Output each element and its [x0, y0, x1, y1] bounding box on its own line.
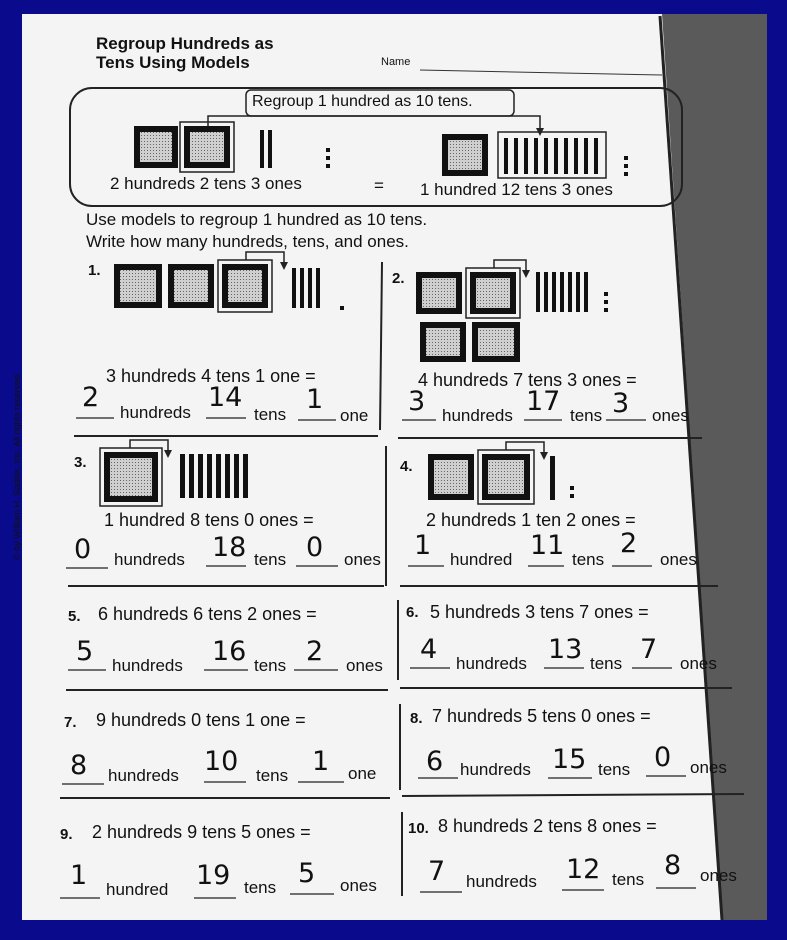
- example-right-text: 1 hundred 12 tens 3 ones: [420, 180, 613, 199]
- problem-6-answer-hundreds: 4: [420, 634, 438, 665]
- problem-5-label-tens: tens: [254, 656, 287, 675]
- ten-rod: [300, 268, 304, 308]
- ten-rod: [584, 272, 588, 312]
- problem-10-label-tens: tens: [612, 870, 645, 889]
- problem-10-number: 10.: [408, 820, 429, 837]
- p1-one-cube: [340, 306, 344, 310]
- ten-rod: [552, 272, 556, 312]
- table-surface: [662, 14, 767, 920]
- problem-10-answer-ones: 8: [664, 850, 682, 881]
- p3-hundred-flat: [100, 440, 172, 506]
- problem-6-number: 6.: [406, 604, 419, 621]
- ten-rod: [225, 454, 230, 498]
- problem-7-label-ones: one: [348, 764, 377, 783]
- problem-2-answer-hundreds: 3: [408, 386, 426, 417]
- problem-7-label-tens: tens: [256, 766, 289, 785]
- problem-10-answer-tens: 12: [566, 854, 601, 885]
- p2-ten-rods: [536, 272, 588, 312]
- problem-3-label-hundreds: hundreds: [114, 550, 185, 569]
- problem-6-answer-ones: 7: [640, 634, 658, 665]
- problem-8-number: 8.: [410, 710, 423, 727]
- name-label: Name: [381, 56, 411, 68]
- example-banner: Regroup 1 hundred as 10 tens.: [252, 93, 473, 110]
- problem-6-answer-tens: 13: [548, 634, 583, 665]
- problem-2-label-ones: ones: [652, 406, 689, 425]
- instructions-line1: Use models to regroup 1 hundred as 10 tens.: [86, 210, 428, 229]
- problem-5-number: 5.: [68, 608, 81, 625]
- page-title-line2: Tens Using Models: [96, 53, 250, 72]
- p4-ten-rod: [550, 456, 555, 500]
- problem-7-answer-hundreds: 8: [70, 750, 88, 781]
- example-hundred-flats: [134, 122, 234, 172]
- problem-4-answer-ones: 2: [620, 528, 638, 559]
- problem-6-label-tens: tens: [590, 654, 623, 673]
- ten-rod: [560, 272, 564, 312]
- name-line: [420, 70, 662, 75]
- problem-4-answer-tens: 11: [530, 530, 565, 561]
- problem-7-answer-ones: 1: [312, 746, 330, 777]
- problem-5-answer-hundreds: 5: [76, 636, 94, 667]
- problem-1-number: 1.: [88, 262, 101, 279]
- ten-rod: [534, 138, 538, 174]
- problem-9-answer-tens: 19: [196, 860, 231, 891]
- problem-10-answer-hundreds: 7: [428, 856, 446, 887]
- problem-1-label-ones: one: [340, 406, 369, 425]
- copyright-notice: © by William H. Sadlier, Inc. All rights reserved.: [12, 372, 22, 560]
- problem-1-prompt: 3 hundreds 4 tens 1 one =: [106, 366, 316, 386]
- problem-4-label-ones: ones: [660, 550, 697, 569]
- problem-4-answer-hundreds: 1: [414, 530, 432, 561]
- problem-1-label-tens: tens: [254, 405, 287, 424]
- ten-rod: [594, 138, 598, 174]
- problem-1-answer-tens: 14: [208, 382, 243, 413]
- problem-1-answer-hundreds: 2: [82, 382, 100, 413]
- problem-3-answer-ones: 0: [306, 532, 324, 563]
- ten-rod: [568, 272, 572, 312]
- instructions-line2: Write how many hundreds, tens, and ones.: [86, 232, 409, 251]
- problem-7-label-hundreds: hundreds: [108, 766, 179, 785]
- problem-9-label-hundreds: hundred: [106, 880, 169, 899]
- example-right-one-cubes: [624, 156, 628, 176]
- problem-7-answer-tens: 10: [204, 746, 239, 777]
- ten-rod: [234, 454, 239, 498]
- problem-5-answer-tens: 16: [212, 636, 247, 667]
- ten-rod: [584, 138, 588, 174]
- example-left-text: 2 hundreds 2 tens 3 ones: [110, 174, 302, 193]
- p1-ten-rods: [292, 268, 320, 308]
- example-right-hundred-flat: [442, 134, 488, 176]
- ten-rod: [308, 268, 312, 308]
- problem-10-label-ones: ones: [700, 866, 737, 885]
- problem-6-prompt: 5 hundreds 3 tens 7 ones =: [430, 602, 649, 622]
- problem-4-label-tens: tens: [572, 550, 605, 569]
- problem-9-label-ones: ones: [340, 876, 377, 895]
- problem-3-label-ones: ones: [344, 550, 381, 569]
- ten-rod: [554, 138, 558, 174]
- problem-5-label-ones: ones: [346, 656, 383, 675]
- problem-9-answer-ones: 5: [298, 858, 316, 889]
- problem-5-label-hundreds: hundreds: [112, 656, 183, 675]
- problem-8-answer-hundreds: 6: [426, 746, 444, 777]
- ten-rod: [576, 272, 580, 312]
- problem-3-prompt: 1 hundred 8 tens 0 ones =: [104, 510, 314, 530]
- example-one-cubes: [326, 148, 330, 168]
- problem-10-label-hundreds: hundreds: [466, 872, 537, 891]
- ten-rod: [216, 454, 221, 498]
- regroup-arrow: [208, 116, 540, 132]
- page-title-line1: Regroup Hundreds as: [96, 34, 274, 53]
- problem-4-label-hundreds: hundred: [450, 550, 513, 569]
- ten-rod: [544, 272, 548, 312]
- problem-5-answer-ones: 2: [306, 636, 324, 667]
- ten-rod: [189, 454, 194, 498]
- ten-rod: [536, 272, 540, 312]
- p3-ten-rods: [180, 454, 248, 498]
- problem-8-label-tens: tens: [598, 760, 631, 779]
- problem-8-answer-ones: 0: [654, 742, 672, 773]
- problem-2-label-tens: tens: [570, 406, 603, 425]
- problem-5-prompt: 6 hundreds 6 tens 2 ones =: [98, 604, 317, 624]
- ten-rod: [198, 454, 203, 498]
- problem-7-prompt: 9 hundreds 0 tens 1 one =: [96, 710, 306, 730]
- problem-1-label-hundreds: hundreds: [120, 403, 191, 422]
- ten-rod: [504, 138, 508, 174]
- problem-1-answer-ones: 1: [306, 384, 324, 415]
- problem-4-number: 4.: [400, 458, 413, 475]
- ten-rod: [544, 138, 548, 174]
- example-right-ten-rods: [504, 138, 598, 174]
- example-ten-rods: [260, 130, 272, 168]
- ten-rod: [574, 138, 578, 174]
- ten-rod: [564, 138, 568, 174]
- problem-3-answer-tens: 18: [212, 532, 247, 563]
- problem-4-prompt: 2 hundreds 1 ten 2 ones =: [426, 510, 636, 530]
- problem-2-answer-tens: 17: [526, 386, 561, 417]
- ten-rod: [514, 138, 518, 174]
- problem-8-prompt: 7 hundreds 5 tens 0 ones =: [432, 706, 651, 726]
- problem-9-label-tens: tens: [244, 878, 277, 897]
- ten-rod: [180, 454, 185, 498]
- problem-3-answer-hundreds: 0: [74, 534, 92, 565]
- ten-rod: [207, 454, 212, 498]
- p4-one-cubes: [570, 486, 574, 498]
- p2-hundred-flats: [416, 260, 530, 362]
- problem-8-answer-tens: 15: [552, 744, 587, 775]
- ten-rod: [316, 268, 320, 308]
- problem-8-label-hundreds: hundreds: [460, 760, 531, 779]
- problem-9-number: 9.: [60, 826, 73, 843]
- problem-9-prompt: 2 hundreds 9 tens 5 ones =: [92, 822, 311, 842]
- problem-9-answer-hundreds: 1: [70, 860, 88, 891]
- p4-hundred-flats: [428, 442, 548, 504]
- problem-8-label-ones: ones: [690, 758, 727, 777]
- p2-one-cubes: [604, 292, 608, 312]
- problem-6-label-ones: ones: [680, 654, 717, 673]
- ten-rod: [524, 138, 528, 174]
- problem-6-label-hundreds: hundreds: [456, 654, 527, 673]
- problem-2-number: 2.: [392, 270, 405, 287]
- p1-hundred-flats: [114, 252, 288, 312]
- problem-2-prompt: 4 hundreds 7 tens 3 ones =: [418, 370, 637, 390]
- ten-rod: [243, 454, 248, 498]
- problem-2-label-hundreds: hundreds: [442, 406, 513, 425]
- problem-3-label-tens: tens: [254, 550, 287, 569]
- problem-7-number: 7.: [64, 714, 77, 731]
- ten-rod: [292, 268, 296, 308]
- problem-3-number: 3.: [74, 454, 87, 471]
- problem-10-prompt: 8 hundreds 2 tens 8 ones =: [438, 816, 657, 836]
- problem-2-answer-ones: 3: [612, 388, 630, 419]
- example-equals: =: [374, 176, 384, 195]
- problem-grid-lines: [60, 262, 744, 896]
